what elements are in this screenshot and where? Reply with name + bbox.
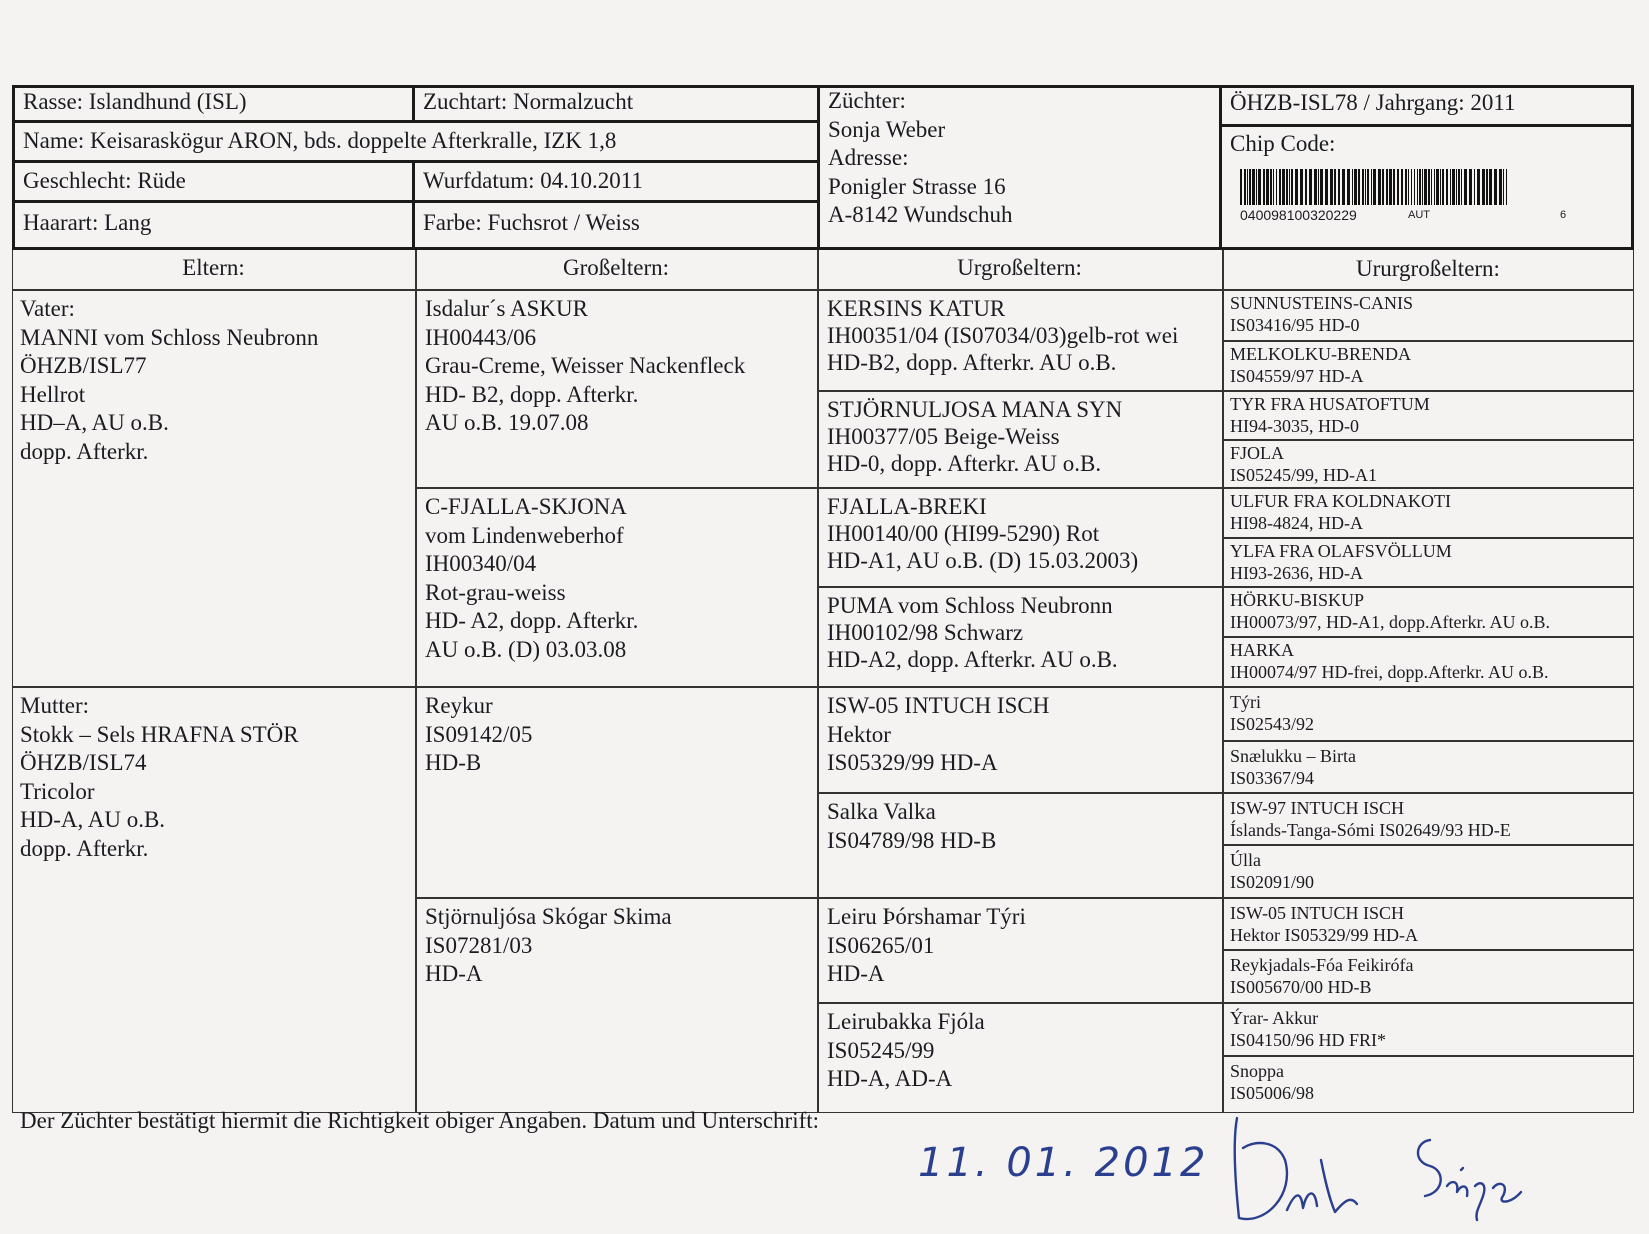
- line: C-FJALLA-SKJONA: [425, 494, 627, 519]
- line: Leiru Þórshamar Týri: [827, 904, 1026, 929]
- zuechter-name: Sonja Weber: [828, 116, 946, 142]
- line: IH00351/04 (IS07034/03)gelb-rot wei: [827, 323, 1179, 348]
- line: AU o.B. 19.07.08: [425, 410, 589, 435]
- chip-country: AUT: [1408, 209, 1430, 221]
- vater-health: HD–A, AU o.B.: [20, 410, 169, 435]
- line: IS03367/94: [1230, 768, 1315, 788]
- vater-color: Hellrot: [20, 381, 86, 407]
- line: SUNNUSTEINS-CANIS: [1230, 293, 1414, 313]
- line: STJÖRNULJOSA MANA SYN: [827, 397, 1123, 422]
- haarart-field: Haarart: Lang: [15, 203, 415, 247]
- line: HÖRKU-BISKUP: [1230, 590, 1365, 610]
- ohzb-field: ÖHZB-ISL78 / Jahrgang: 2011: [1222, 87, 1631, 127]
- line: IS03416/95 HD-0: [1230, 315, 1360, 335]
- mutter-cell: [12, 688, 415, 1108]
- line: Snælukku – Birta: [1230, 746, 1357, 766]
- line: HD- A2, dopp. Afterkr.: [425, 608, 639, 633]
- line: IH00073/97, HD-A1, dopp.Afterkr. AU o.B.: [1230, 612, 1550, 632]
- urur-9: [1224, 688, 1634, 740]
- line: HI98-4824, HD-A: [1230, 513, 1363, 533]
- grosseltern-3: [417, 688, 817, 897]
- col-eltern: Eltern:: [182, 255, 245, 280]
- mutter-label: Mutter:: [20, 693, 89, 718]
- line: Rot-grau-weiss: [425, 579, 566, 605]
- line: HD-A: [827, 961, 885, 986]
- line: KERSINS KATUR: [827, 296, 1006, 321]
- line: IS02091/90: [1230, 872, 1315, 892]
- geschlecht-field: Geschlecht: Rüde: [15, 163, 415, 203]
- line: Ýrar- Akkur: [1230, 1008, 1319, 1028]
- wurfdatum-field: Wurfdatum: 04.10.2011: [415, 163, 817, 203]
- line: IS05329/99 HD-A: [827, 750, 998, 775]
- line: IS005670/00 HD-B: [1230, 977, 1372, 997]
- line: Leirubakka Fjóla: [827, 1009, 985, 1034]
- zuchtart-field: Zuchtart: Normalzucht: [415, 87, 817, 123]
- line: IH00140/00 (HI99-5290) Rot: [827, 521, 1100, 546]
- line: Salka Valka: [827, 799, 936, 824]
- line: Hektor IS05329/99 HD-A: [1230, 925, 1418, 945]
- chip-label: Chip Code:: [1230, 131, 1336, 156]
- urur-6: [1224, 539, 1634, 586]
- dog-name-field: Name: Keisaraskögur ARON, bds. doppelte Afterkralle, IZK 1,8: [15, 123, 817, 163]
- urur-1: [1224, 291, 1634, 340]
- col-grosseltern: Großeltern:: [562, 255, 669, 280]
- line: IS06265/01: [827, 932, 935, 958]
- urgross-8: [819, 1004, 1222, 1109]
- line: YLFA FRA OLAFSVÖLLUM: [1230, 541, 1452, 561]
- rasse-field: Rasse: Islandhund (ISL): [15, 87, 415, 123]
- line: IH00340/04: [425, 551, 537, 576]
- line: IH00443/06: [425, 324, 537, 350]
- urgross-4: [819, 588, 1222, 686]
- line: HD-A1, AU o.B. (D) 15.03.2003): [827, 548, 1139, 573]
- urgross-1: [819, 291, 1222, 390]
- grosseltern-2: [417, 489, 817, 686]
- handwritten-date: 11. 01. 2012: [918, 1140, 1209, 1186]
- line: MELKOLKU-BRENDA: [1230, 344, 1411, 364]
- zuechter-block: [817, 87, 1222, 247]
- line: ISW-05 INTUCH ISCH: [1230, 903, 1404, 923]
- line: IS05245/99: [827, 1037, 935, 1063]
- vater-cell: [12, 291, 415, 686]
- urgross-7: [819, 899, 1222, 1002]
- line: IH00102/98 Schwarz: [827, 620, 1024, 645]
- urgross-3: [819, 489, 1222, 586]
- urur-4: [1224, 441, 1634, 487]
- chip-suffix: 6: [1560, 209, 1567, 221]
- line: HD- B2, dopp. Afterkr.: [425, 381, 639, 407]
- line: IS09142/05: [425, 721, 533, 747]
- line: IS07281/03: [425, 932, 533, 958]
- line: HD-A: [425, 961, 483, 986]
- urur-11: [1224, 794, 1634, 844]
- urur-13: [1224, 899, 1634, 949]
- line: ISW-05 INTUCH ISCH: [827, 693, 1050, 718]
- vater-note: dopp. Afterkr.: [20, 438, 149, 464]
- urur-3: [1224, 392, 1634, 439]
- line: IS04789/98 HD-B: [827, 827, 997, 853]
- line: HD-A, AD-A: [827, 1066, 953, 1091]
- line: Reykur: [425, 693, 493, 718]
- mutter-color: Tricolor: [20, 778, 95, 804]
- line: PUMA vom Schloss Neubronn: [827, 593, 1113, 618]
- line: IS02543/92: [1230, 714, 1315, 734]
- urur-14: [1224, 951, 1634, 1002]
- line: IS05245/99, HD-A1: [1230, 465, 1377, 485]
- line: vom Lindenweberhof: [425, 522, 624, 548]
- grosseltern-1: [417, 291, 817, 487]
- line: Grau-Creme, Weisser Nackenfleck: [425, 353, 746, 378]
- adresse-city: A-8142 Wundschuh: [828, 202, 1013, 227]
- line: Snoppa: [1230, 1061, 1284, 1081]
- col-urur: Ururgroßeltern:: [1356, 256, 1500, 281]
- vater-label: Vater:: [20, 296, 75, 321]
- line: IS04559/97 HD-A: [1230, 366, 1364, 386]
- line: Stjörnuljósa Skógar Skima: [425, 904, 672, 929]
- chip-number: 040098100320229: [1240, 207, 1357, 223]
- line: IH00074/97 HD-frei, dopp.Afterkr. AU o.B.: [1230, 662, 1549, 682]
- zuechter-label: Züchter:: [828, 88, 906, 113]
- adresse-label: Adresse:: [828, 145, 909, 170]
- line: IS04150/96 HD FRI*: [1230, 1030, 1387, 1050]
- mutter-health: HD-A, AU o.B.: [20, 807, 166, 832]
- line: FJALLA-BREKI: [827, 494, 987, 519]
- line: Íslands-Tanga-Sómi IS02649/93 HD-E: [1230, 820, 1511, 840]
- mutter-note: dopp. Afterkr.: [20, 835, 149, 861]
- urur-12: [1224, 846, 1634, 897]
- urur-5: [1224, 489, 1634, 537]
- col-urgrosseltern: Urgroßeltern:: [957, 255, 1082, 280]
- line: HI94-3035, HD-0: [1230, 416, 1359, 436]
- urgross-5: [819, 688, 1222, 792]
- urur-8: [1224, 638, 1634, 686]
- mutter-name: Stokk – Sels HRAFNA STÖR: [20, 721, 299, 747]
- line: HD-0, dopp. Afterkr. AU o.B.: [827, 451, 1102, 476]
- pedigree-form: [12, 85, 1634, 1113]
- vater-name: MANNI vom Schloss Neubronn: [20, 324, 319, 350]
- line: Hektor: [827, 721, 891, 747]
- line: AU o.B. (D) 03.03.08: [425, 636, 627, 662]
- urgross-6: [819, 794, 1222, 897]
- adresse-street: Ponigler Strasse 16: [828, 173, 1006, 199]
- chip-barcode: [1240, 169, 1510, 205]
- line: HD-B: [425, 750, 482, 775]
- vater-reg: ÖHZB/ISL77: [20, 353, 147, 378]
- line: ULFUR FRA KOLDNAKOTI: [1230, 491, 1452, 511]
- line: HD-B2, dopp. Afterkr. AU o.B.: [827, 350, 1117, 375]
- line: HI93-2636, HD-A: [1230, 563, 1363, 583]
- line: TYR FRA HUSATOFTUM: [1230, 394, 1430, 414]
- line: ISW-97 INTUCH ISCH: [1230, 798, 1404, 818]
- urgross-2: [819, 392, 1222, 487]
- line: HD-A2, dopp. Afterkr. AU o.B.: [827, 647, 1118, 672]
- line: IS05006/98: [1230, 1083, 1315, 1103]
- line: Reykjadals-Fóa Feikirófa: [1230, 955, 1414, 975]
- line: HARKA: [1230, 640, 1295, 660]
- line: Úlla: [1230, 850, 1261, 870]
- urur-7: [1224, 588, 1634, 636]
- chip-block: [1222, 127, 1631, 247]
- urur-15: [1224, 1004, 1634, 1055]
- line: Týri: [1230, 692, 1261, 712]
- breeder-signature: [1225, 1100, 1565, 1230]
- line: Isdalur´s ASKUR: [425, 296, 588, 321]
- mutter-reg: ÖHZB/ISL74: [20, 750, 147, 775]
- line: IH00377/05 Beige-Weiss: [827, 424, 1060, 449]
- line: FJOLA: [1230, 443, 1285, 463]
- breeder-statement: Der Züchter bestätigt hiermit die Richtigkeit obiger Angaben. Datum und Unterschrift:: [20, 1108, 820, 1133]
- farbe-field: Farbe: Fuchsrot / Weiss: [423, 210, 640, 235]
- urur-2: [1224, 342, 1634, 390]
- grosseltern-4: [417, 899, 817, 1109]
